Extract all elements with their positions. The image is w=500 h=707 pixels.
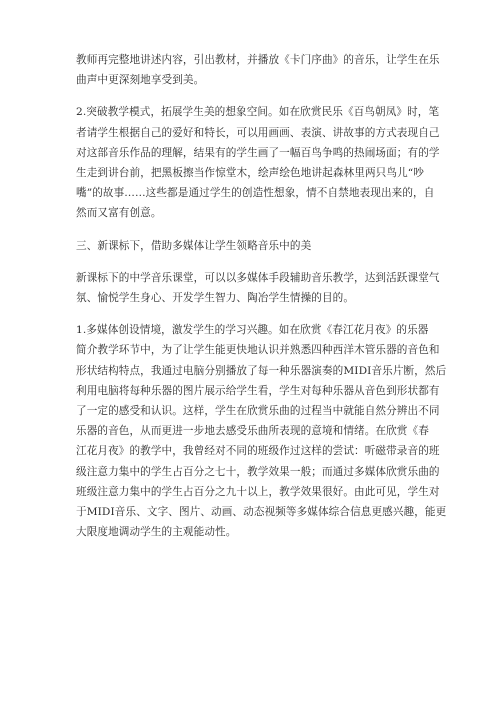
heading-text: 三、新课标下，借助多媒体让学生领略音乐中的美 xyxy=(76,239,312,252)
text-line: 新课标下的中学音乐课堂，可以以多媒体手段辅助音乐教学，达到活跃课堂气 xyxy=(76,271,440,284)
text-line: 氛、愉悦学生身心、开发学生智力、陶冶学生情操的目的。 xyxy=(76,292,355,305)
text-line: 于MIDI音乐、文字、图片、动画、动态视频等多媒体综合信息更感兴趣，能更 xyxy=(76,506,447,519)
text-line: 对这部音乐作品的理解，结果有的学生画了一幅百鸟争鸣的热闹场面；有的学 xyxy=(76,146,440,159)
text-line: 大限度地调动学生的主观能动性。 xyxy=(76,526,237,539)
text-line: 江花月夜》的教学中，我曾经对不同的班级作过这样的尝试：听磁带录音的班 xyxy=(76,445,440,458)
text-line: 曲声中更深刻地享受到美。 xyxy=(76,74,205,87)
text-line: 2.突破教学模式，拓展学生美的想象空间。如在欣赏民乐《百鸟朝凤》时，笔 xyxy=(76,106,440,119)
paragraph-1 xyxy=(76,50,440,90)
text-line: 班级注意力集中的学生占百分之九十以上，教学效果很好。由此可见，学生对 xyxy=(76,485,440,498)
document-page xyxy=(76,50,447,554)
text-line: 嘴”的故事……这些都是通过学生的创造性想象，情不自禁地表现出来的，自 xyxy=(76,187,435,200)
paragraph-5 xyxy=(76,320,447,542)
text-line: 者请学生根据自己的爱好和特长，可以用画画、表演、讲故事的方式表现自己 xyxy=(76,126,440,139)
text-line: 1.多媒体创设情境，激发学生的学习兴趣。如在欣赏《春江花月夜》的乐器 xyxy=(76,324,429,337)
text-line: 教师再完整地讲述内容，引出教材，并播放《卡门序曲》的音乐，让学生在乐 xyxy=(76,54,440,66)
text-line: 生走到讲台前，把黑板擦当作惊堂木，绘声绘色地讲起森林里两只鸟儿“吵 xyxy=(76,167,424,180)
text-line: 简介教学环节中，为了让学生能更快地认识并熟悉四种西洋木管乐器的音色和 xyxy=(76,344,440,357)
text-line: 然而又富有创意。 xyxy=(76,207,162,220)
text-line: 了一定的感受和认识。这样，学生在欣赏乐曲的过程当中就能自然分辨出不同 xyxy=(76,405,440,418)
section-heading xyxy=(76,236,424,256)
text-line: 级注意力集中的学生占百分之七十，教学效果一般；而通过多媒体欣赏乐曲的 xyxy=(76,465,440,478)
text-line: 形状结构特点，我通过电脑分别播放了每一种乐器演奏的MIDI音乐片断，然后 xyxy=(76,364,447,377)
text-line: 乐器的音色，从而更进一步地去感受乐曲所表现的意境和情绪。在欣赏《春 xyxy=(76,425,429,438)
paragraph-2 xyxy=(76,102,440,223)
text-line: 利用电脑将每种乐器的图片展示给学生看，学生对每种乐器从音色到形状都有 xyxy=(76,384,440,397)
paragraph-4 xyxy=(76,268,440,308)
